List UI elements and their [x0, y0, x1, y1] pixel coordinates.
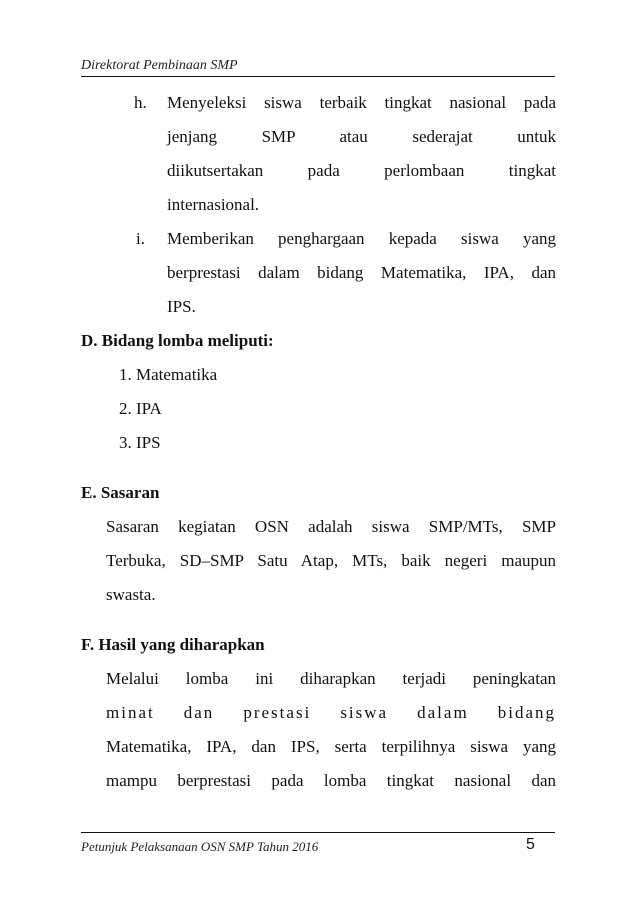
page-footer: Petunjuk Pelaksanaan OSN SMP Tahun 2016: [81, 839, 319, 854]
header-divider: [81, 76, 555, 77]
text-line: Terbuka, SD–SMP Satu Atap, MTs, baik negeri maupun: [106, 551, 556, 570]
text-line: Sasaran kegiatan OSN adalah siswa SMP/MTs, SMP: [106, 517, 556, 536]
text-line: berprestasi dalam bidang Matematika, IPA, dan: [167, 263, 556, 282]
text-line: diikutsertakan pada perlombaan tingkat: [167, 161, 556, 180]
section-heading-f: F. Hasil yang diharapkan: [81, 635, 265, 654]
page-number: 5: [526, 836, 535, 853]
list-item: 3. IPS: [119, 433, 161, 452]
text-line: mampu berprestasi pada lomba tingkat nasional dan: [106, 771, 556, 790]
text-line: swasta.: [106, 585, 156, 604]
section-heading-d: D. Bidang lomba meliputi:: [81, 331, 274, 350]
section-heading-e: E. Sasaran: [81, 483, 160, 502]
page-header: Direktorat Pembinaan SMP: [81, 58, 238, 73]
text-line: IPS.: [167, 297, 196, 316]
footer-divider: [81, 832, 555, 833]
text-line: jenjang SMP atau sederajat untuk: [167, 127, 556, 146]
list-marker: i.: [136, 229, 145, 248]
text-line: internasional.: [167, 195, 260, 214]
text-line: Melalui lomba ini diharapkan terjadi peningkatan: [106, 669, 556, 688]
list-item: 1. Matematika: [119, 365, 218, 384]
list-marker: h.: [134, 93, 147, 112]
list-item: 2. IPA: [119, 399, 162, 418]
text-line: Memberikan penghargaan kepada siswa yang: [167, 229, 556, 248]
text-line: Menyeleksi siswa terbaik tingkat nasional pada: [167, 93, 556, 112]
text-line: Matematika, IPA, dan IPS, serta terpilihnya siswa yang: [106, 737, 556, 756]
text-line: minat dan prestasi siswa dalam bidang: [106, 703, 556, 722]
